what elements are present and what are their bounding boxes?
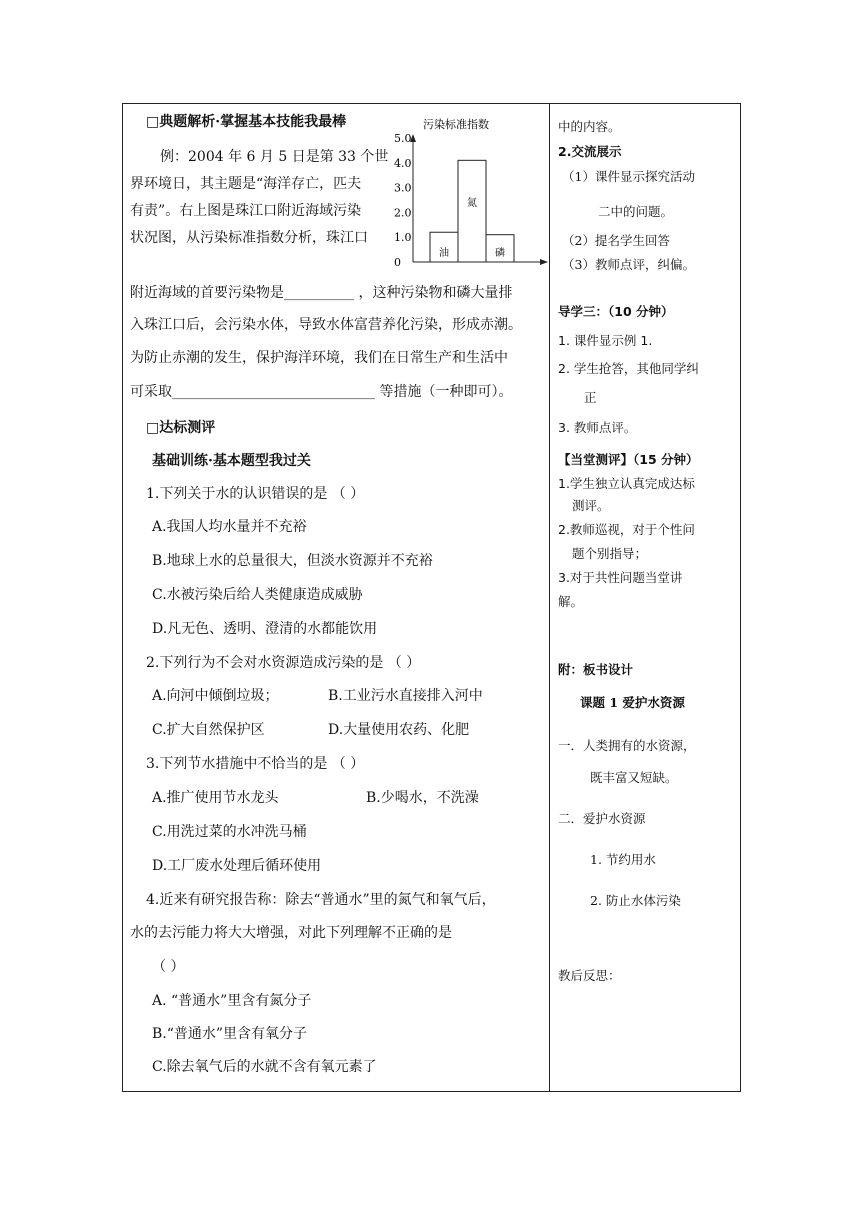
x-axis-arrow — [540, 259, 548, 265]
bars — [430, 160, 514, 262]
q2-option-a: A.向河中倾倒垃圾； — [152, 688, 279, 704]
r-line-15: 2.教师巡视，对于个性问 — [558, 522, 695, 537]
q2-option-c: C.扩大自然保护区 — [152, 722, 265, 738]
bar-label: 磷 — [495, 248, 505, 259]
r-line-18: 解。 — [558, 594, 584, 609]
board-point-2-2: 2. 防止水体污染 — [590, 893, 681, 908]
q3-option-a: A.推广使用节水龙头 — [152, 790, 279, 806]
q4-option-a: A. “普通水”里含有氮分子 — [152, 993, 312, 1009]
q2-option-b: B.工业污水直接排入河中 — [328, 688, 483, 704]
section-title-example: □典题解析·掌握基本技能我最棒 — [146, 114, 347, 130]
question-2: 2.下列行为不会对水资源造成污染的是 （ ） — [146, 655, 421, 671]
q4-option-b: B.“普通水”里含有氧分子 — [152, 1026, 308, 1042]
example-line-7: 为防止赤潮的发生，保护海洋环境，我们在日常生产和生活中 — [130, 350, 508, 366]
example-line-3: 有责”。右上图是珠江口附近海域污染 — [130, 203, 362, 219]
column-divider — [549, 103, 550, 1092]
y-tick-label: 5.0 — [394, 132, 412, 145]
y-tick-label: 3.0 — [394, 181, 412, 195]
r-line-4: 二中的问题。 — [598, 204, 674, 219]
r-line-16: 题个别指导； — [572, 546, 648, 561]
board-point-1: 一．人类拥有的水资源， — [558, 738, 696, 753]
example-line-1: 例：2004 年 6 月 5 日是第 33 个世 — [160, 149, 389, 165]
r-line-13: 1.学生独立认真完成达标 — [558, 476, 695, 491]
reflection-label: 教后反思： — [558, 968, 621, 983]
r-line-11: 3. 教师点评。 — [558, 420, 637, 435]
y-tick-label: 4.0 — [394, 156, 412, 170]
y-tick-label: 1.0 — [394, 231, 412, 245]
q2-option-d: D.大量使用农药、化肥 — [328, 722, 470, 738]
example-line-5: 附近海域的首要污染物是__________ ，这种污染物和磷大量排 — [130, 285, 513, 301]
q1-option-d: D.凡无色、透明、澄清的水都能饮用 — [152, 621, 378, 637]
section-title-test: □达标测评 — [146, 420, 216, 436]
section-subtitle: 基础训练·基本题型我过关 — [152, 453, 311, 469]
board-point-2: 二．爱护水资源 — [558, 811, 646, 826]
board-point-2-1: 1. 节约用水 — [590, 852, 656, 867]
r-line-5: （2）提名学生回答 — [562, 233, 670, 248]
question-4-line-2: 水的去污能力将大大增强，对此下列理解不正确的是 — [130, 925, 452, 941]
y-tick-labels — [394, 132, 412, 269]
chart-title: 污染标准指数 — [423, 118, 489, 131]
r-line-1: 中的内容。 — [558, 119, 621, 134]
r-line-7: 导学三：（10 分钟） — [558, 304, 674, 319]
question-4-paren: （ ） — [152, 959, 185, 975]
board-design-title: 附：板书设计 — [558, 662, 634, 677]
q1-option-b: B.地球上水的总量很大，但淡水资源并不充裕 — [152, 553, 433, 569]
r-line-3: （1）课件显示探究活动 — [562, 169, 695, 184]
q1-option-a: A.我国人均水量并不充裕 — [152, 519, 307, 535]
question-4-line-1: 4.近来有研究报告称：除去“普通水”里的氮气和氧气后， — [146, 892, 496, 908]
r-line-10: 正 — [584, 390, 597, 405]
bar-label: 油 — [439, 248, 449, 259]
pollution-index-chart — [368, 112, 548, 274]
r-line-12: 【当堂测评】（15 分钟） — [558, 452, 699, 467]
board-lesson-title: 课题 1 爱护水资源 — [580, 695, 685, 710]
q3-option-d: D.工厂废水处理后循环使用 — [152, 858, 322, 874]
bar-label: 氮 — [467, 198, 477, 210]
r-line-9: 2. 学生抢答，其他同学纠 — [558, 361, 699, 376]
question-1: 1.下列关于水的认识错误的是 （ ） — [146, 486, 365, 502]
r-line-14: 测评。 — [572, 498, 610, 513]
r-line-6: （3）教师点评，纠偏。 — [562, 257, 695, 272]
r-line-2: 2.交流展示 — [558, 144, 622, 159]
question-3: 3.下列节水措施中不恰当的是 （ ） — [146, 756, 365, 772]
example-line-6: 入珠江口后，会污染水体，导致水体富营养化污染，形成赤潮。 — [130, 317, 522, 333]
bar — [458, 160, 486, 262]
q4-option-c: C.除去氧气后的水就不含有氧元素了 — [152, 1059, 377, 1075]
q3-option-b: B.少喝水，不洗澡 — [366, 790, 479, 806]
r-line-8: 1. 课件显示例 1. — [558, 333, 653, 348]
board-point-1-cont: 既丰富又短缺。 — [590, 770, 678, 785]
q3-option-c: C.用洗过菜的水冲洗马桶 — [152, 824, 307, 840]
example-line-4: 状况图，从污染标准指数分析，珠江口 — [130, 230, 368, 246]
r-line-17: 3.对于共性问题当堂讲 — [558, 570, 683, 585]
q1-option-c: C.水被污染后给人类健康造成威胁 — [152, 587, 363, 603]
y-tick-label: 0 — [394, 256, 401, 269]
example-line-2: 界环境日，其主题是“海洋存亡，匹夫 — [130, 176, 362, 192]
example-line-8: 可采取_____________________________ 等措施（一种即可）。 — [130, 384, 513, 400]
y-tick-label: 2.0 — [394, 206, 412, 220]
